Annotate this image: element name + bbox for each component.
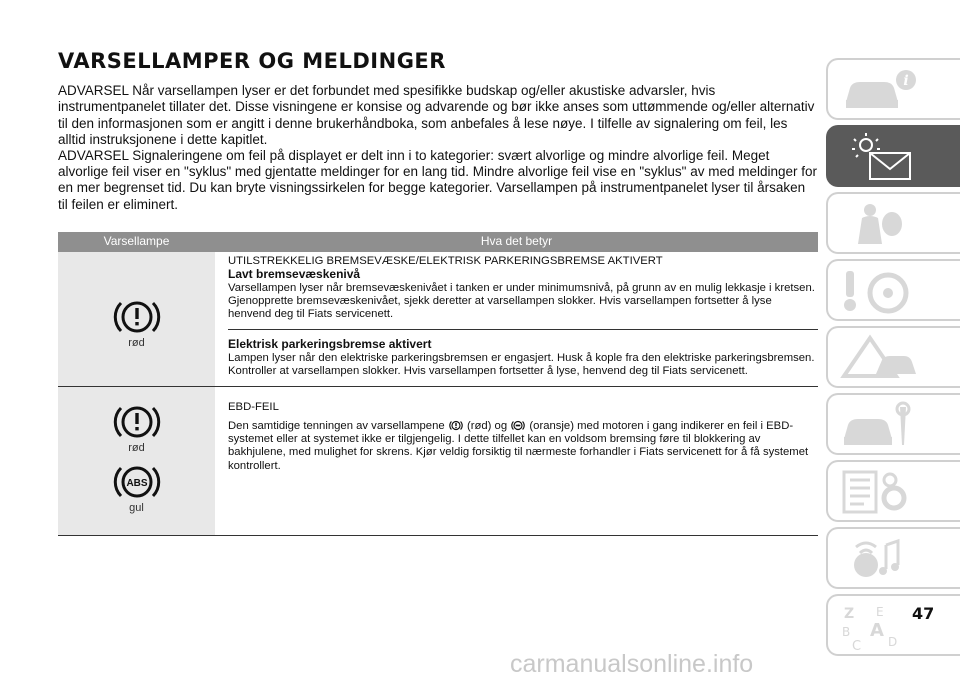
lamp-cell [58,252,215,387]
main-content [58,50,818,213]
svg-text:B: B [842,625,851,639]
subsection-text: Varsellampen lyser når bremsevæskenivået i tanken er under minimumsnivå, på grunn av en mulig lekkasje i kretsen. Gjenopprette bremsevæskenivået, sjekk deretter at varsellampen slokker. Hvis varsellampen fortsetter å lyse henvend deg til Fiats servicenett. [228,281,815,321]
description-text: (oransje) med motoren i gang indikerer en feil i EBD-systemet eller at systemet ikke er tilgjengelig. I dette tilfellet kan en voldsom bremsing føre til blokkering av bakhjulene, med mulighet for skrens. Kjør veldig forsiktig til nærmeste forhandler i Fiats servicenett for å få systemet kontrollert. [228,419,809,472]
lamp-color-label: rød [128,337,145,349]
tab-maintenance[interactable] [826,393,960,455]
subsection-text: Lampen lyser når den elektriske parkeringsbremsen er engasjert. Husk å kople fra den elektriske parkeringsbremsen. Kontroller at varsellampen slokker. Hvis varsellampen fortsetter å lyse, henvend deg til Fiats servicenett. [228,351,815,378]
maintenance-icon [840,401,920,451]
column-header-lamp: Varsellampe [58,232,215,252]
brake-warning-icon [109,297,165,337]
description-cell [215,252,818,387]
tab-multimedia[interactable] [826,527,960,589]
abs-label: ABS [125,477,148,489]
description-text: (rød) og [466,419,508,432]
svg-text:Z: Z [844,606,855,622]
steering-start-icon [840,267,920,317]
table-row [58,387,818,536]
warning-paragraph-2: ADVARSEL Signaleringene om feil på displayet er delt inn i to kategorier: svært alvorlige og mindre alvorlige feil. Meget alvorlige feil viser en "syklus" med gjentatte meldinger for en lang tid. Mindre alvorlige feil vise en "syklus" av med meldinger for en mer begrenset tid. Du kan bryte visningssirkelen for begge kategorier. Varsellampen på instrumentpanelet lyser til årsaken til feilen er eliminert. [58,147,818,212]
emergency-crash-icon [840,334,920,384]
abs-warning-inline-icon [510,419,526,432]
svg-text:E: E [876,605,884,619]
subsection-title: Elektrisk parkeringsbremse aktivert [228,337,432,352]
multimedia-icon [840,535,920,585]
warning-lights-icon [840,133,920,183]
car-info-icon [840,66,920,116]
description-text: Den samtidige tenningen av varsellampene [228,419,445,432]
lamp-title: UTILSTREKKELIG BREMSEVÆSKE/ELEKTRISK PARKERINGSBREMSE AKTIVERT [228,255,663,267]
safety-airbag-icon [840,200,920,250]
brake-warning-icon [109,402,165,442]
abs-warning-icon [109,462,165,502]
lamp-cell [58,387,215,536]
tab-safety[interactable] [826,192,960,254]
svg-text:A: A [870,620,884,641]
tab-emergency[interactable] [826,326,960,388]
chapter-tabs [826,58,960,661]
column-header-meaning: Hva det betyr [215,232,818,252]
table-row [58,252,818,387]
lamp-title: EBD-FEIL [228,401,279,414]
svg-text:D: D [888,635,898,649]
tab-car-info[interactable] [826,58,960,120]
page-number: 47 [912,604,935,623]
lamp-color-label: rød [128,442,145,455]
subsection-title: Lavt bremsevæskenivå [228,267,361,282]
lamp-color-label: gul [129,501,144,514]
ebd-description [228,419,818,473]
warning-lights-table [58,232,818,536]
tab-index[interactable] [826,594,960,656]
svg-text:C: C [852,639,862,652]
tab-starting-driving[interactable] [826,259,960,321]
svg-text:i: i [903,73,909,89]
warning-paragraph-1: ADVARSEL Når varsellampen lyser er det forbundet med spesifikke budskap og/eller akustiske advarsler, hvis instrumentpanelet tillater det. Disse visningene er konsise og advarende og bør ikke anses som uttømmende og/eller alternativ til den informasjonen som er angitt i denne brukerhåndboka, som anbefales å lese nøye. I tilfelle av signalering om feil, les alltid instruksjonene i dette kapitlet. [58,83,815,147]
watermark: carmanualsonline.info [510,650,754,678]
technical-data-icon [840,468,920,518]
page-title: VARSELLAMPER OG MELDINGER [58,49,446,73]
tab-technical-data[interactable] [826,460,960,522]
brake-warning-inline-icon [448,419,464,432]
tab-warning-lights[interactable] [826,125,960,187]
description-cell [215,387,818,536]
index-icon [840,602,920,652]
